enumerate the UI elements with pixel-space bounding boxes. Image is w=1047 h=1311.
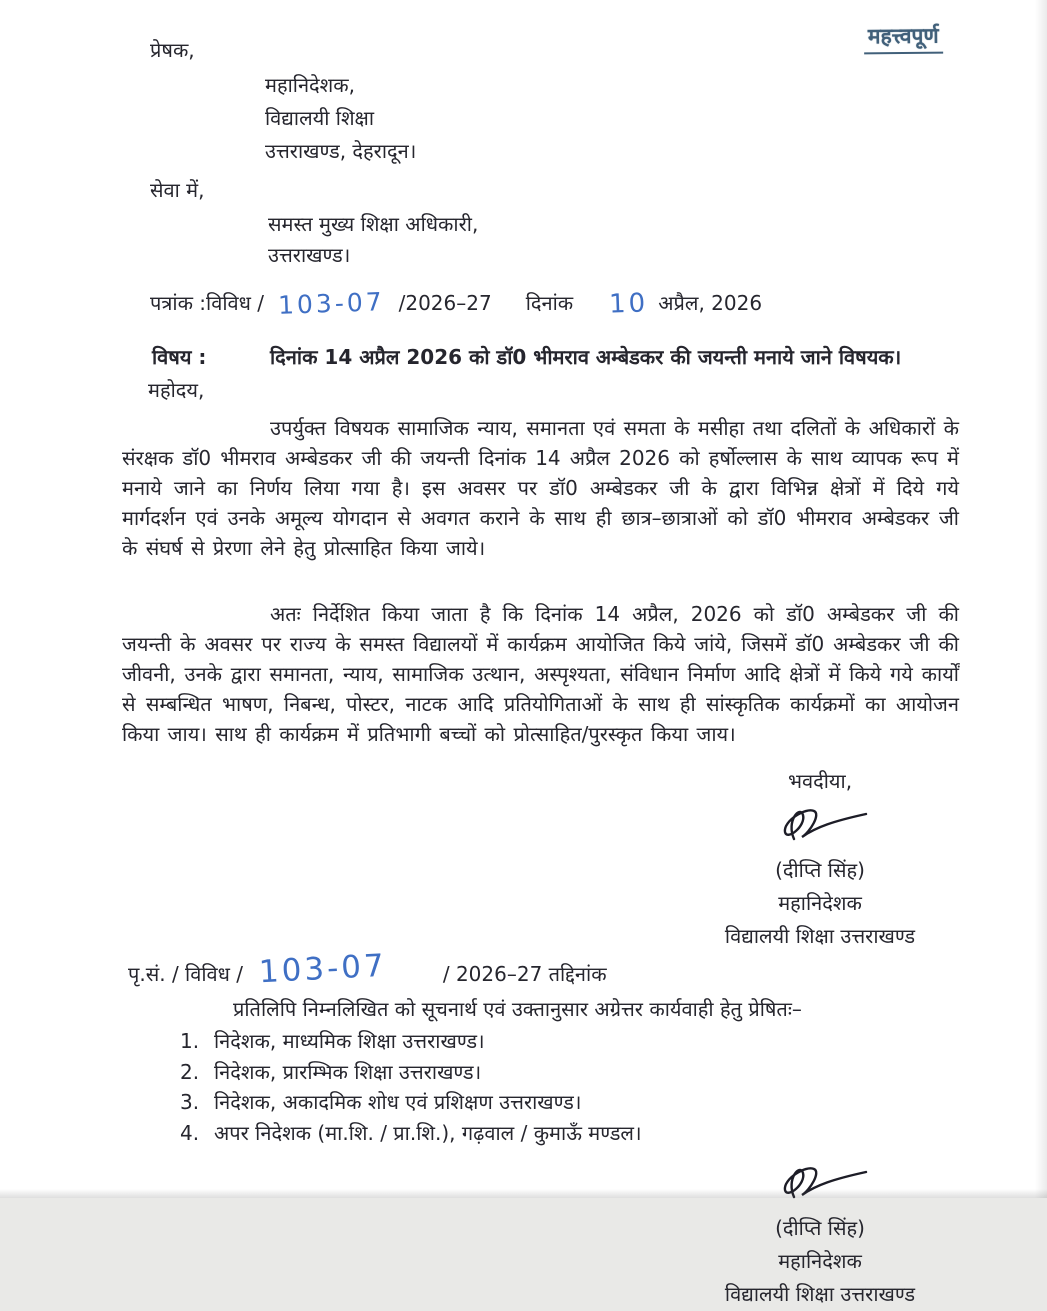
reference-number-handwritten: 103-07	[277, 287, 386, 320]
signatory-organization: विद्यालयी शिक्षा उत्तराखण्ड	[724, 924, 916, 948]
body-paragraph-2: अतः निर्देशित किया जाता है कि दिनांक 14 अप्रैल, 2026 को डॉ0 अम्बेडकर जी की जयन्ती के अवसर पर राज्य के समस्त विद्यालयों में कार्यक्रम आयोजित किये जांये, जिसमें डॉ0 अम्बेडकर जी की जीवनी, उनके द्वारा समानता, न्याय, सामाजिक उत्थान, अस्पृश्यता, संविधान निर्माण आदि क्षेत्रों में किये गये कार्यों से सम्बन्धित भाषण, निबन्ध, पोस्टर, नाटक आदि प्रतियोगिताओं के साथ ही सांस्कृतिक कार्यक्रमों का आयोजन किया जाय। साथ ही कार्यक्रम में प्रतिभागी बच्चों को प्रोत्साहित/पुरस्कृत किया जाय।	[122, 602, 959, 746]
reference-prefix: पत्रांक :विविध /	[150, 291, 265, 315]
list-item-number: 4.	[180, 1120, 200, 1145]
endorsement-line	[128, 947, 1047, 991]
signatory-name: (दीप्ति सिंह)	[775, 1216, 865, 1240]
list-item-text: निदेशक, माध्यमिक शिक्षा उत्तराखण्ड।	[214, 1029, 485, 1053]
sender-line: महानिदेशक,	[265, 73, 355, 97]
date-number-handwritten: 10	[608, 288, 649, 320]
list-item-text: निदेशक, अकादमिक शोध एवं प्रशिक्षण उत्तराखण्ड।	[214, 1090, 582, 1114]
recipient-line: समस्त मुख्य शिक्षा अधिकारी,	[268, 212, 479, 236]
list-item-number: 2.	[180, 1059, 200, 1084]
copy-distribution-line: प्रतिलिपि निम्नलिखित को सूचनार्थ एवं उक्तानुसार अग्रेत्तर कार्यवाही हेतु प्रेषितः–	[233, 997, 802, 1021]
recipient-line: उत्तराखण्ड।	[268, 243, 351, 267]
signatory-designation: महानिदेशक	[778, 891, 862, 915]
signature-icon	[650, 798, 990, 854]
important-stamp: महत्त्वपूर्ण	[864, 22, 943, 55]
reference-fiscal-year: /2026–27	[398, 291, 492, 315]
sender-label: प्रेषक,	[150, 38, 195, 62]
recipient-block	[268, 209, 1047, 271]
sender-line: उत्तराखण्ड, देहरादून।	[265, 139, 417, 163]
endorsement-suffix: / 2026–27 तद्दिनांक	[442, 962, 607, 986]
list-item-text: अपर निदेशक (मा.शि. / प्रा.शि.), गढ़वाल / कुमाऊँ मण्डल।	[214, 1120, 642, 1145]
list-item	[180, 1118, 1047, 1149]
subject-label: विषय :	[152, 345, 207, 369]
list-item	[180, 1057, 1047, 1088]
subject-text: दिनांक 14 अप्रैल 2026 को डॉ0 भीमराव अम्बेडकर की जयन्ती मनाये जाने विषयक।	[270, 345, 902, 369]
sender-block	[265, 69, 1047, 168]
reference-line	[150, 287, 987, 320]
endorsement-prefix: पृ.सं. / विविध /	[128, 962, 244, 986]
recipient-label: सेवा में,	[150, 178, 205, 202]
copy-distribution-list	[180, 1026, 1047, 1148]
subject-row	[152, 343, 977, 370]
date-month-year: अप्रैल, 2026	[658, 291, 763, 315]
closing-valediction: भवदीया,	[787, 769, 853, 793]
endorsement-number-handwritten: 103-07	[258, 947, 388, 991]
body-paragraph-1: उपर्युक्त विषयक सामाजिक न्याय, समानता एवं समता के मसीहा तथा दलितों के अधिकारों के संरक्षक डॉ0 भीमराव अम्बेडकर जी की जयन्ती दिनांक 14 अप्रैल 2026 को हर्षोल्लास के साथ व्यापक रूप में मनाये जाने का निर्णय लिया गया है। इस अवसर पर डॉ0 अम्बेडकर जी के द्वारा विभिन्न क्षेत्रों में दिये गये मार्गदर्शन एवं उनके अमूल्य योगदान से अवगत कराने के साथ ही छात्र–छात्राओं को डॉ0 भीमराव अम्बेडकर जी के संघर्ष से प्रेरणा लेने हेतु प्रोत्साहित किया जाये।	[122, 416, 959, 560]
closing-block	[650, 765, 990, 953]
signature-icon	[650, 1156, 990, 1212]
date-label: दिनांक	[525, 291, 574, 315]
sender-line: विद्यालयी शिक्षा	[265, 106, 375, 130]
signatory-organization: विद्यालयी शिक्षा उत्तराखण्ड	[724, 1282, 916, 1306]
second-signature-block	[650, 1156, 990, 1311]
list-item-number: 1.	[180, 1029, 200, 1053]
signatory-designation: महानिदेशक	[778, 1249, 862, 1273]
salutation: महोदय,	[148, 378, 205, 402]
list-item	[180, 1026, 1047, 1057]
signatory-name: (दीप्ति सिंह)	[775, 858, 865, 882]
list-item	[180, 1087, 1047, 1118]
list-item-text: निदेशक, प्रारम्भिक शिक्षा उत्तराखण्ड।	[214, 1059, 482, 1084]
list-item-number: 3.	[180, 1090, 200, 1114]
